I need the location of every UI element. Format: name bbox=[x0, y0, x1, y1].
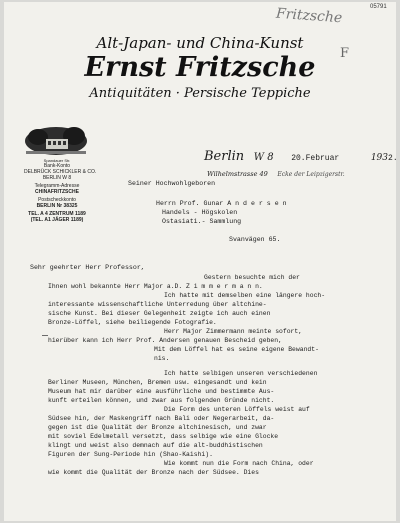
dateline-date: 20.Februar bbox=[291, 154, 340, 163]
recipient-department: Ostasiati.- Sammlung bbox=[162, 218, 242, 225]
body-line: Ich hatte selbigen unseren verschiedenen bbox=[164, 370, 318, 377]
letterhead-tagline: Antiquitäten · Persische Teppiche bbox=[89, 86, 311, 101]
recipient-institution: Handels - Högskolen bbox=[162, 209, 238, 216]
body-line: kunft erteilen können, und zwar aus folgenden Gründe nicht. bbox=[48, 397, 275, 404]
letter-page bbox=[4, 2, 396, 521]
postscheck-heading: Postscheckkonto bbox=[38, 197, 76, 203]
body-line: Die Form des unteren Löffels weist auf bbox=[164, 406, 310, 413]
bank-city: BERLIN W 8 bbox=[42, 175, 72, 181]
body-line: Figuren der Sung-Periode hin (Shao-Kaishi). bbox=[48, 451, 213, 458]
body-line: wie kommt die Qualität der Bronze nach der Südsee. Dies bbox=[48, 469, 259, 476]
body-line: Ich hatte mit demselben eine längere hoch- bbox=[164, 292, 326, 299]
body-line: Herr Major Zimmermann meinte sofort, bbox=[164, 328, 303, 335]
recipient-name: Herrn Prof. Gunar A n d e r s e n bbox=[156, 200, 287, 207]
handwritten-name-note: Fritzsche bbox=[275, 5, 343, 27]
postscheck-number: BERLIN Nr 38325 bbox=[36, 203, 78, 209]
body-line: Südsee hin, der Maskengriff nach Bali oder Negerarbeit, da- bbox=[48, 415, 275, 422]
body-line: sische Kunst. Bei dieser Gelegenheit zeigte ich auch einen bbox=[48, 310, 271, 317]
margin-letter-mark: F bbox=[340, 46, 350, 61]
body-line: Ihnen wohl bekannte Herr Major a.D. Z i m m e r m a n n. bbox=[48, 283, 263, 290]
body-line: klingt und weist also demnach auf die alt-buddhistischen bbox=[48, 442, 263, 449]
building-vignette-image bbox=[24, 123, 88, 157]
bank-heading: Bank-Konto bbox=[43, 163, 71, 169]
telephone-primary: TEL. A 4 ZENTRUM 1189 bbox=[28, 211, 86, 217]
dateline-city: Berlin bbox=[204, 149, 245, 164]
body-line: mit soviel Edelmetall versetzt, dass selbige wie eine Glocke bbox=[48, 433, 279, 440]
body-line: hierüber kann ich Herr Prof. Andersen genauen Bescheid geben, bbox=[48, 337, 282, 344]
dateline-district: W 8 bbox=[253, 152, 274, 163]
body-line: Mit dem Löffel hat es seine eigene Bewandt- bbox=[154, 346, 319, 353]
body-line: gegen ist die Qualität der Bronze altchinesisch, und zwar bbox=[48, 424, 267, 431]
body-line: Museum hat mir darüber eine ausführliche und bestimmte Aus- bbox=[48, 388, 275, 395]
vignette-caption: Spandauer Str. bbox=[43, 158, 71, 163]
telegram-address: CHINAFRITZSCHE bbox=[35, 189, 79, 195]
telephone-secondary: (TEL. A1 JÄGER 1189) bbox=[30, 217, 84, 223]
bank-name: DELBRÜCK SCHICKLER & CO. bbox=[24, 169, 97, 175]
recipient-street: Svanvägen 65. bbox=[229, 236, 281, 243]
body-line: interessante wissenschaftliche Unterredung über altchinе- bbox=[48, 301, 267, 308]
letterhead-subtitle: Alt-Japan- und China-Kunst bbox=[96, 34, 304, 52]
dateline-street-printed: Wilhelmstrasse 49 bbox=[207, 170, 268, 178]
pencil-mark bbox=[42, 335, 48, 336]
body-line: Wie kommt nun die Form nach China, oder bbox=[164, 460, 314, 467]
salutation: Sehr geehrter Herr Professor, bbox=[30, 264, 145, 271]
dateline-street-handwritten: Ecke der Leipzigerstr. bbox=[277, 171, 345, 178]
dateline-year-digit: 2. bbox=[388, 154, 398, 163]
dateline-street bbox=[207, 163, 345, 181]
body-line: Bronze-Löffel, siehe beiliegende Fotografie. bbox=[48, 319, 217, 326]
body-line: Berliner Museen, München, Bremen usw. eingesandt und kein bbox=[48, 379, 267, 386]
body-line: Gestern besuchte mich der bbox=[204, 274, 300, 281]
body-line: nis. bbox=[154, 355, 170, 362]
letterhead-firm-name: Ernst Fritzsche bbox=[84, 52, 316, 83]
telegram-heading: Telegramm-Adresse bbox=[34, 183, 80, 189]
dateline-year-prefix: 193 bbox=[370, 153, 389, 163]
recipient-honorific: Seiner Hochwohlgeboren bbox=[128, 180, 216, 187]
document-number: 05791 bbox=[370, 4, 387, 10]
